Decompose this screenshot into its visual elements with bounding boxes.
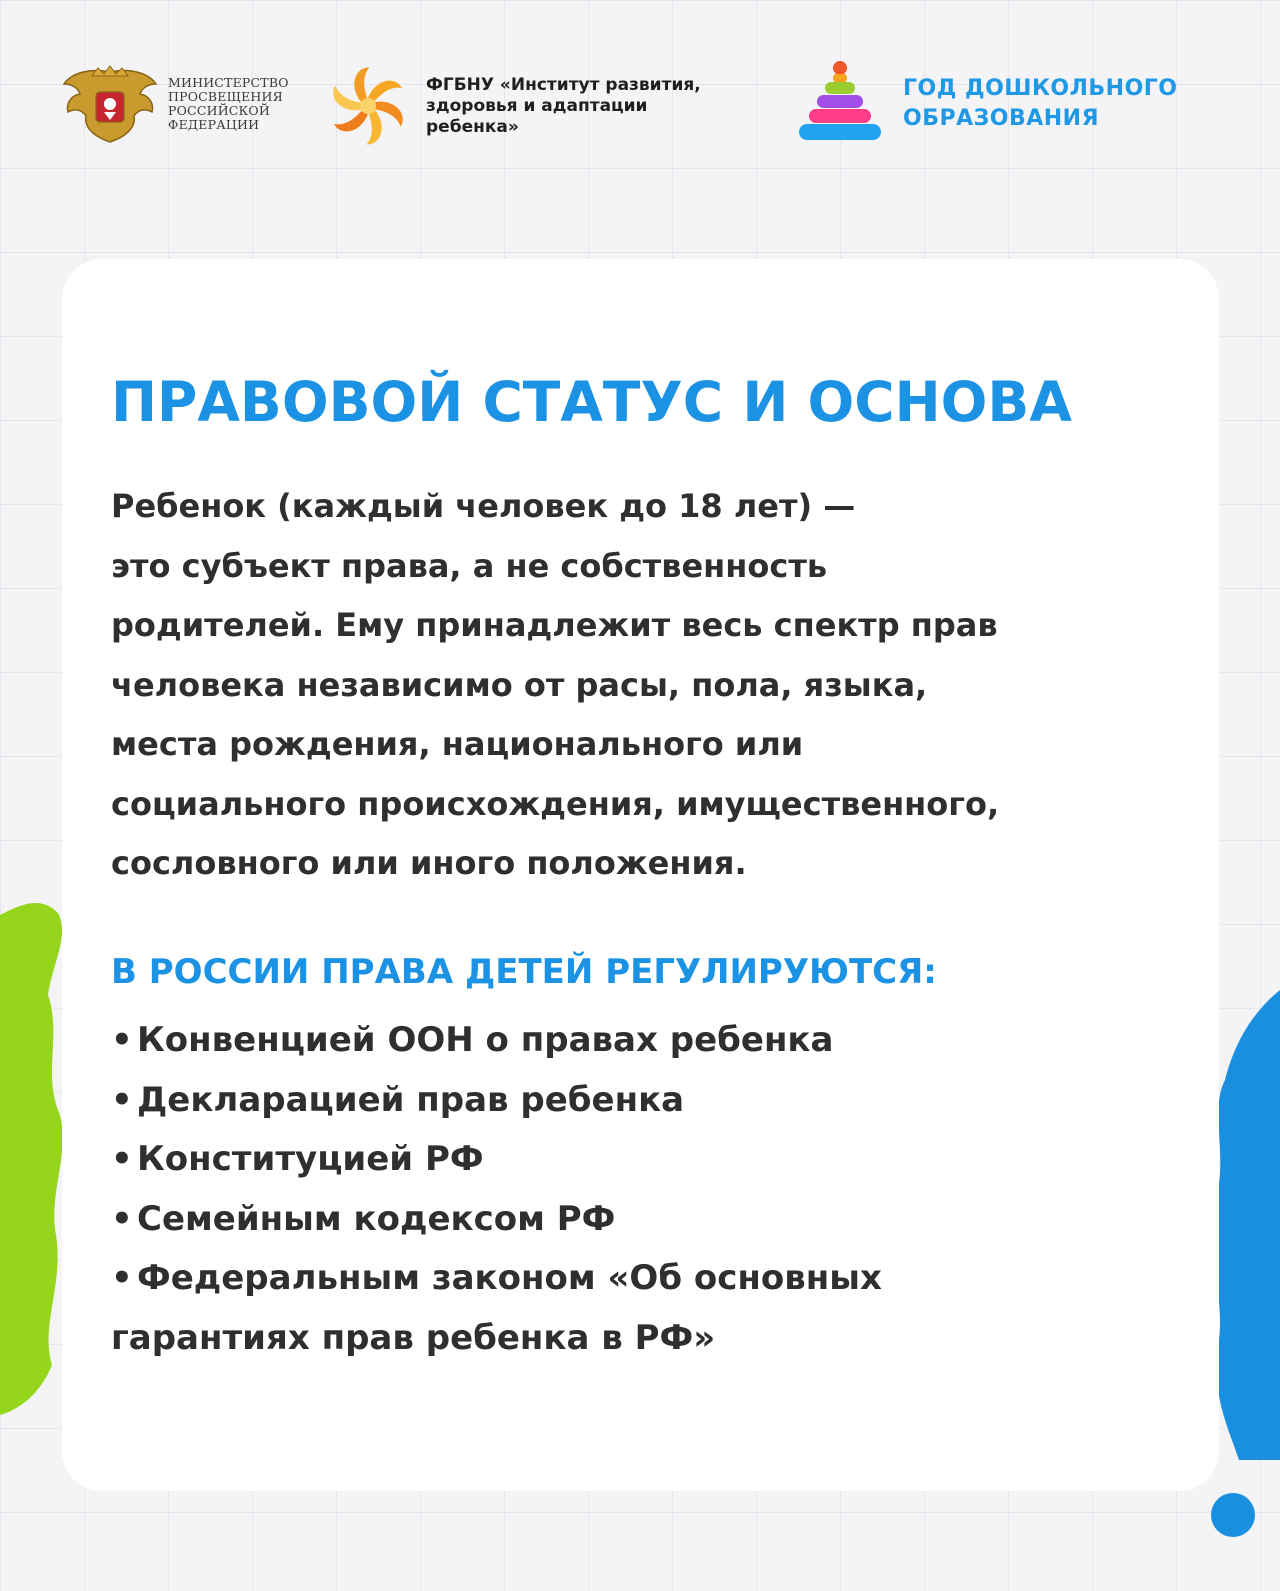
bullet: • xyxy=(111,1139,133,1179)
paragraph-line: это субъект права, а не собственность xyxy=(111,546,828,585)
institute-name xyxy=(426,75,756,138)
institute-line: ФГБНУ «Институт развития, xyxy=(426,74,701,95)
ministry-logo xyxy=(62,62,288,146)
paragraph-line: места рождения, национального или xyxy=(111,725,804,763)
ministry-line: ФЕДЕРАЦИИ xyxy=(168,117,260,132)
bullet: • xyxy=(111,1079,133,1120)
paragraph-line: человека независимо от расы, пола, языка, xyxy=(111,665,928,704)
year-line: ОБРАЗОВАНИЯ xyxy=(903,106,1100,131)
ministry-line: ПРОСВЕЩЕНИЯ xyxy=(168,89,283,104)
law-text: Федеральным законом «Об основных xyxy=(137,1258,882,1298)
bullet: • xyxy=(111,1020,133,1060)
ministry-line: МИНИСТЕРСТВО xyxy=(168,75,289,90)
child-definition-paragraph xyxy=(111,477,1151,894)
ministry-name xyxy=(168,76,288,132)
institute-line: здоровья и адаптации xyxy=(426,95,648,116)
year-line: ГОД ДОШКОЛЬНОГО xyxy=(903,76,1178,101)
coat-of-arms-eagle-icon xyxy=(62,62,158,146)
preschool-year-title xyxy=(903,74,1223,134)
law-text-continuation: гарантиях прав ребенка в РФ» xyxy=(111,1317,716,1358)
law-text: Конституцией РФ xyxy=(137,1139,484,1179)
content-card xyxy=(62,259,1219,1491)
paragraph-line: сословного или иного положения. xyxy=(111,844,747,882)
law-text: Декларацией прав ребенка xyxy=(137,1079,685,1120)
list-item xyxy=(111,1249,1151,1309)
paragraph-line: социального происхождения, имущественного, xyxy=(111,784,1000,823)
ring-pyramid-toy-icon xyxy=(795,58,885,150)
bullet: • xyxy=(111,1198,133,1239)
list-item xyxy=(111,1071,1151,1131)
laws-list xyxy=(111,1011,1151,1368)
law-text: Конвенцией ООН о правах ребенка xyxy=(137,1020,834,1060)
preschool-year-logo xyxy=(795,58,1223,150)
ministry-line: РОССИЙСКОЙ xyxy=(168,103,270,118)
institute-logo xyxy=(322,60,756,152)
list-item xyxy=(111,1130,1151,1190)
swirl-flower-logo-icon xyxy=(322,60,414,152)
card-title: ПРАВОВОЙ СТАТУС И ОСНОВА xyxy=(111,370,1072,434)
list-item-continuation xyxy=(111,1309,1151,1369)
paragraph-line: родителей. Ему принадлежит весь спектр прав xyxy=(111,606,998,644)
green-paint-splash xyxy=(0,895,70,1415)
law-text: Семейным кодексом РФ xyxy=(137,1198,616,1239)
bullet: • xyxy=(111,1258,133,1298)
list-item xyxy=(111,1190,1151,1250)
regulation-subheading: В РОССИИ ПРАВА ДЕТЕЙ РЕГУЛИРУЮТСЯ: xyxy=(111,952,937,992)
header xyxy=(0,0,1280,200)
list-item xyxy=(111,1011,1151,1071)
paragraph-line: Ребенок (каждый человек до 18 лет) — xyxy=(111,487,856,525)
institute-line: ребенка» xyxy=(426,116,519,137)
